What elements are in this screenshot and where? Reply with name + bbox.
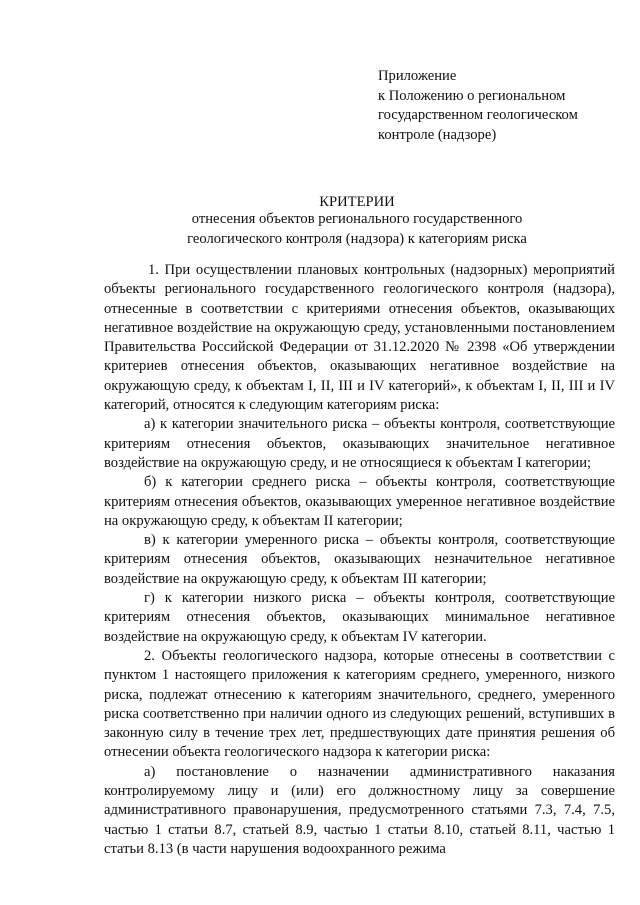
document-body xyxy=(104,261,615,859)
paragraph-1-item-a: а) к категории значительного риска – объекты контроля, соответствующие критериям отнесения объектов, оказывающих значительное негативное воздействие на окружающую среду, и не относящиеся к объектам I категории; xyxy=(104,416,615,471)
paragraph-2-item-a: а) постановление о назначении административного наказания контролируемому лицу и (или) его должностному лицу за совершение административного правонарушения, предусмотренного статьями 7.3, 7.4, 7.5, частью 1 статьи 8.7, статьей 8.9, частью 1 статьи 8.10, статьей 8.11, частью 1 статьи 8.13 (в части нарушения водоохранного режима xyxy=(104,763,615,857)
appendix-line-1: Приложение xyxy=(378,68,457,84)
paragraph-2: 2. Объекты геологического надзора, которые отнесены в соответствии с пунктом 1 настоящего приложения к категориям среднего, умеренного, низкого риска, подлежат отнесению к категориям значительного, среднего, умеренного риска соответственно при наличии одного из следующих решений, вступивших в законную силу в течение трех лет, предшествующих дате принятия решения об отнесении объекта геологического надзора к категории риска: xyxy=(104,647,615,761)
paragraph-1-item-v: в) к категории умеренного риска – объекты контроля, соответствующие критериям отнесения объектов, оказывающих незначительное негативное воздействие на окружающую среду, к объектам III категории; xyxy=(104,532,615,587)
appendix-line-2: к Положению о региональном xyxy=(378,87,566,104)
document-subtitle xyxy=(0,210,640,249)
appendix-line-4: контроле (надзоре) xyxy=(378,126,497,143)
paragraph-1: 1. При осуществлении плановых контрольных (надзорных) мероприятий объекты регионального государственного геологического контроля (надзора), отнесенные в соответствии с критериями отнесения объектов, оказывающих негативное воздействие на окружающую среду, установленными постановлением Правительства Российской Федерации от 31.12.2020 № 2398 «Об утверждении критериев отнесения объектов, оказывающих негативное воздействие на окружающую среду, к объектам I, II, III и IV категорий», к объектам I, II, III и IV категорий, относятся к следующим категориям риска: xyxy=(104,262,615,414)
appendix-header xyxy=(378,67,618,145)
paragraph-1-item-b: б) к категории среднего риска – объекты контроля, соответствующие критериям отнесения объектов, оказывающих умеренное негативное воздействие на окружающую среду, к объектам II категории; xyxy=(104,474,615,529)
paragraph-1-item-g: г) к категории низкого риска – объекты контроля, соответствующие критериям отнесения объектов, оказывающих минимальное негативное воздействие на окружающую среду, к объектам IV категории. xyxy=(104,590,615,645)
subtitle-line-1: отнесения объектов регионального государственного xyxy=(191,211,523,227)
document-title: КРИТЕРИИ xyxy=(319,194,395,210)
appendix-line-3: государственном геологическом xyxy=(378,107,578,123)
subtitle-line-2: геологического контроля (надзора) к категориям риска xyxy=(187,230,527,247)
